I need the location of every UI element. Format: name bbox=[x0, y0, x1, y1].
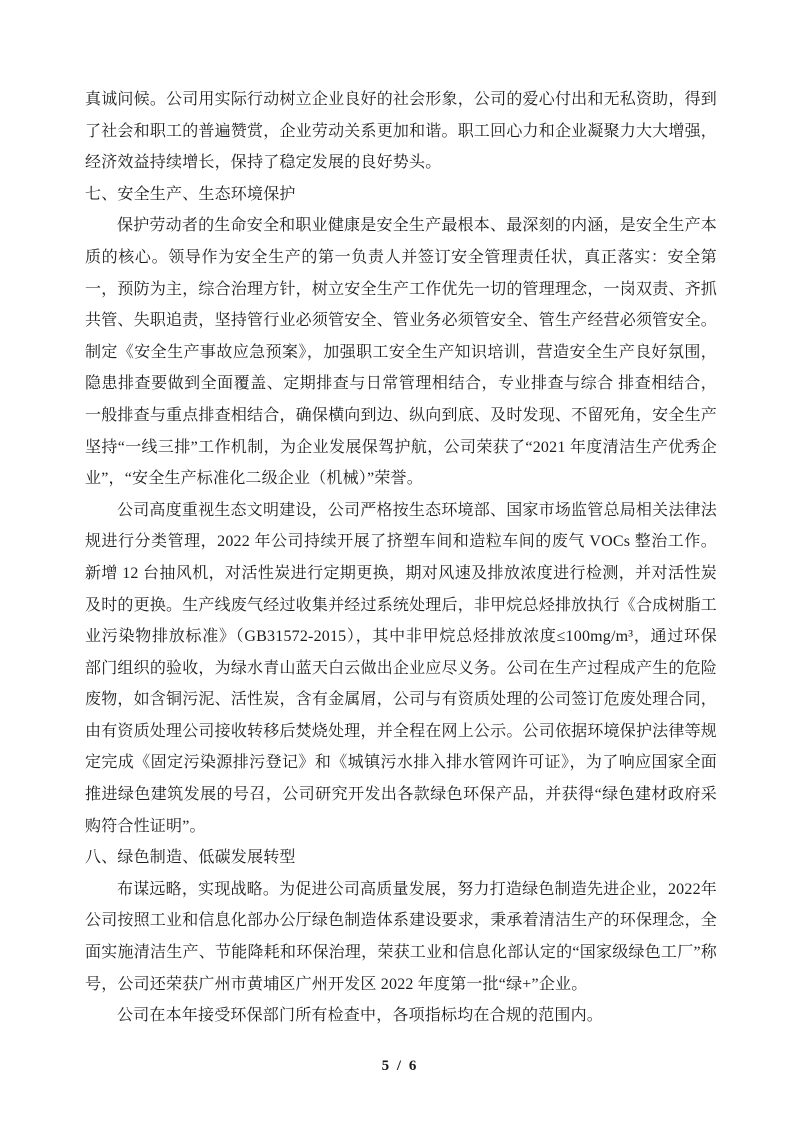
paragraph-safety-production: 保护劳动者的生命安全和职业健康是安全生产最根本、最深刻的内涵，是安全生产本质的核心。领导作为安全生产的第一负责人并签订安全管理责任状，真正落实：安全第一，预防为主，综合治理方针，树立安全生产工作优先一切的管理理念，一岗双责、齐抓共管、失职追责，坚持管行业必须管安全、管业务必须管安全、管生产经营必须管安全。制定《安全生产事故应急预案》，加强职工安全生产知识培训，营造安全生产良好氛围，隐患排查要做到全面覆盖、定期排查与日常管理相结合，专业排查与综合 排查相结合，一般排查与重点排查相结合，确保横向到边、纵向到底、及时发现、不留死角，安全生产坚持“一线三排”工作机制，为企业发展保驾护航，公司荣获了“2021 年度清洁生产优秀企业”，“安全生产标准化二级企业（机械）”荣誉。 bbox=[85, 217, 717, 488]
paragraph-ecological-protection: 公司高度重视生态文明建设，公司严格按生态环境部、国家市场监管总局相关法律法规进行分类管理，2022 年公司持续开展了挤塑车间和造粒车间的废气 VOCs 整治工作。新增 12 台抽风机，对活性炭进行定期更换，期对风速及排放浓度进行检测，并对活性炭及时的更换。生产线废气经过收集并经过系统处理后，非甲烷总烃排放执行《合成树脂工业污染物排放标准》（GB31572-2015），其中非甲烷总烃排放浓度≤100mg/m³，通过环保部门组织的验收，为绿水青山蓝天白云做出企业应尽义务。公司在生产过程成产生的危险废物，如含铜污泥、活性炭，含有金属屑，公司与有资质处理的公司签订危废处理合同，由有资质处理公司接收转移后焚烧处理，并全程在网上公示。公司依据环境保护法律等规定完成《固定污染源排污登记》和《城镇污水排入排水管网许可证》，为了响应国家全面推进绿色建筑发展的号召，公司研究开发出各款绿色环保产品，并获得“绿色建材政府采购符合性证明”。 bbox=[85, 501, 717, 835]
paragraph-green-manufacturing: 布谋远略，实现战略。为促进公司高质量发展，努力打造绿色制造先进企业，2022年公司按照工业和信息化部办公厅绿色制造体系建设要求，秉承着清洁生产的环保理念，全面实施清洁生产、节能降耗和环保治理，荣获工业和信息化部认定的“国家级绿色工厂”称号，公司还荣获广州市黄埔区广州开发区 2022 年度第一批“绿+”企业。 bbox=[85, 880, 717, 993]
section-heading-green-manufacturing: 八、绿色制造、低碳发展转型 bbox=[85, 849, 296, 867]
paragraph-inspection-compliance: 公司在本年接受环保部门所有检查中，各项指标均在合规的范围内。 bbox=[117, 1007, 604, 1025]
page-number: 5 / 6 bbox=[381, 1058, 419, 1074]
document-body bbox=[85, 84, 717, 1032]
section-heading-safety-environment: 七、安全生产、生态环境保护 bbox=[85, 185, 296, 203]
paragraph-continuation: 真诚问候。公司用实际行动树立企业良好的社会形象，公司的爱心付出和无私资助，得到了社会和职工的普遍赞赏，企业劳动关系更加和谐。职工回心力和企业凝聚力大大增强，经济效益持续增长，保持了稳定发展的良好势头。 bbox=[85, 91, 717, 172]
